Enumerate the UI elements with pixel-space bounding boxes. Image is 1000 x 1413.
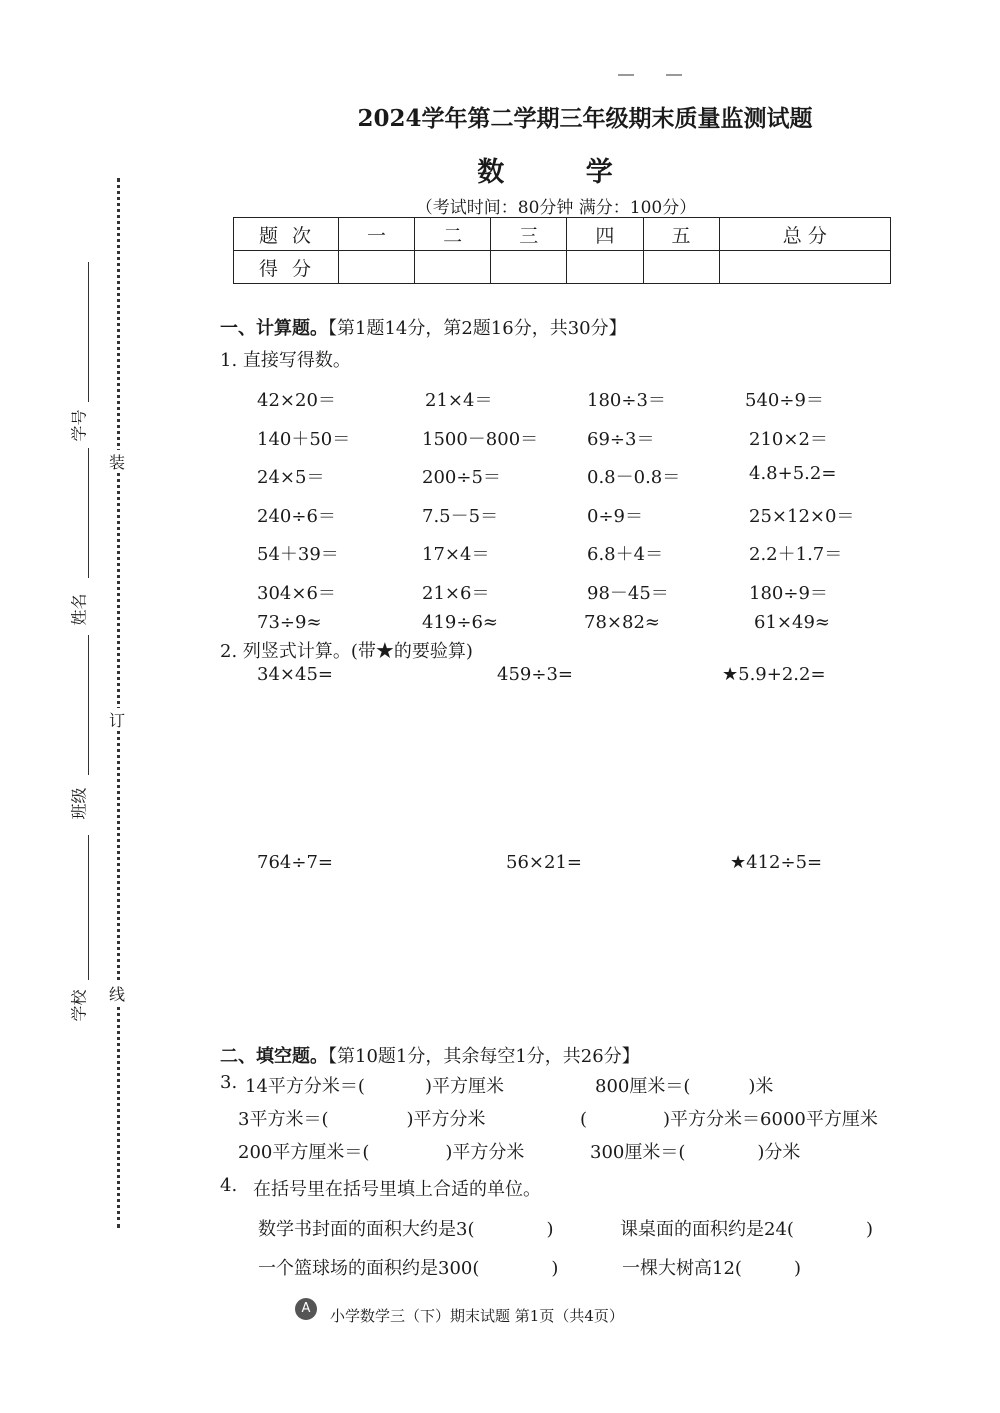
binding-dotted-line bbox=[117, 178, 120, 1228]
q1-item: 4.8+5.2= bbox=[749, 463, 837, 484]
bind-char-xian: 线 bbox=[107, 982, 127, 1005]
q1-item: 240÷6＝ bbox=[257, 506, 336, 527]
id-underline bbox=[88, 262, 89, 402]
q1-item: 180÷9＝ bbox=[749, 583, 828, 604]
q1-item: 210×2＝ bbox=[749, 429, 828, 450]
q4-line-3 bbox=[258, 1254, 558, 1280]
score-cell[interactable] bbox=[339, 251, 415, 284]
q1-item: 2.2＋1.7＝ bbox=[749, 544, 843, 565]
q1-item: 17×4＝ bbox=[422, 544, 490, 565]
publisher-logo-icon: A bbox=[295, 1298, 317, 1320]
q4-line-2 bbox=[620, 1215, 873, 1241]
col-5: 五 bbox=[643, 218, 719, 251]
q1-item: 42×20＝ bbox=[257, 390, 336, 411]
q1-item: 0.8－0.8＝ bbox=[587, 467, 681, 488]
q4-text: ) bbox=[865, 1219, 873, 1240]
q3-text: 300厘米＝( bbox=[590, 1142, 686, 1163]
q2-item: ★412÷5= bbox=[730, 852, 823, 873]
section2-heading: 二、填空题。 bbox=[220, 1046, 328, 1067]
score-cell[interactable] bbox=[719, 251, 890, 284]
q3-text: 14平方分米＝( bbox=[245, 1076, 365, 1097]
q3-label: 3. bbox=[220, 1072, 238, 1093]
q1-item: 140＋50＝ bbox=[257, 429, 351, 450]
section1-heading: 一、计算题。 bbox=[220, 318, 328, 339]
q2-item: 34×45= bbox=[257, 664, 333, 685]
q1-item: 7.5－5＝ bbox=[422, 506, 499, 527]
row-head-score: 得分 bbox=[234, 251, 339, 284]
score-table bbox=[233, 217, 891, 284]
q4-text: 一个篮球场的面积约是300( bbox=[258, 1258, 480, 1279]
q4-label: 4. bbox=[220, 1175, 238, 1196]
q1-item: 6.8＋4＝ bbox=[587, 544, 664, 565]
q3-text: ( bbox=[580, 1109, 588, 1130]
q1-item: 24×5＝ bbox=[257, 467, 325, 488]
q4-line-1 bbox=[258, 1215, 554, 1241]
q4-text: 数学书封面的面积大约是3( bbox=[258, 1219, 475, 1240]
score-cell[interactable] bbox=[491, 251, 567, 284]
q1-item: 540÷9＝ bbox=[745, 390, 824, 411]
q1-item: 25×12×0＝ bbox=[749, 506, 855, 527]
q3-text: )平方分米＝6000平方厘米 bbox=[663, 1109, 878, 1130]
q1-item: 1500－800＝ bbox=[422, 429, 539, 450]
q1-item: 200÷5＝ bbox=[422, 467, 501, 488]
q1-item: 21×6＝ bbox=[422, 583, 490, 604]
q2-item: 56×21= bbox=[506, 852, 582, 873]
q1-label: 1. 直接写得数。 bbox=[220, 350, 351, 371]
q1-item: 419÷6≈ bbox=[422, 612, 498, 633]
q3-line-5 bbox=[238, 1138, 524, 1164]
col-total: 总 分 bbox=[719, 218, 890, 251]
name-underline bbox=[88, 448, 89, 578]
q1-item: 54＋39＝ bbox=[257, 544, 339, 565]
exam-title: 2024学年第二学期三年级期末质量监测试题 bbox=[357, 105, 813, 132]
q4-text: ) bbox=[793, 1258, 801, 1279]
q4-text: ) bbox=[551, 1258, 559, 1279]
score-cell[interactable] bbox=[643, 251, 719, 284]
q4-text: 在括号里在括号里填上合适的单位。 bbox=[253, 1179, 541, 1200]
bind-char-ding: 订 bbox=[107, 708, 127, 731]
label-class: 班级 bbox=[69, 787, 89, 820]
col-4: 四 bbox=[567, 218, 643, 251]
q3-text: 800厘米＝( bbox=[595, 1076, 691, 1097]
q1-item: 304×6＝ bbox=[257, 583, 336, 604]
q1-item: 21×4＝ bbox=[425, 390, 493, 411]
q3-text: )分米 bbox=[757, 1142, 801, 1163]
top-dash-1 bbox=[618, 74, 634, 76]
section1-note: 【第1题14分，第2题16分，共30分】 bbox=[328, 318, 627, 339]
q1-item: 69÷3＝ bbox=[587, 429, 655, 450]
q3-text: )平方厘米 bbox=[424, 1076, 504, 1097]
q3-text: )平方分米 bbox=[406, 1109, 486, 1130]
q3-text: )米 bbox=[748, 1076, 774, 1097]
q3-line-3 bbox=[238, 1105, 486, 1131]
school-underline bbox=[88, 835, 89, 980]
q2-item: 459÷3= bbox=[497, 664, 573, 685]
q3-text: 200平方厘米＝( bbox=[238, 1142, 370, 1163]
q2-item: ★5.9+2.2= bbox=[722, 664, 826, 685]
q4-text: ) bbox=[546, 1219, 554, 1240]
col-3: 三 bbox=[491, 218, 567, 251]
q3-line-2 bbox=[595, 1072, 773, 1098]
section2-note: 【第10题1分，其余每空1分，共26分】 bbox=[328, 1046, 640, 1067]
q4-text: 课桌面的面积约是24( bbox=[620, 1219, 794, 1240]
col-2: 二 bbox=[415, 218, 491, 251]
q1-item: 73÷9≈ bbox=[257, 612, 322, 633]
q2-label: 2. 列竖式计算。(带★的要验算) bbox=[220, 641, 473, 662]
q4-line-4 bbox=[622, 1254, 801, 1280]
score-cell[interactable] bbox=[415, 251, 491, 284]
row-head-title: 题次 bbox=[234, 218, 339, 251]
label-school: 学校 bbox=[69, 989, 89, 1022]
section1-header bbox=[220, 314, 627, 340]
q3-text: 3平方米＝( bbox=[238, 1109, 329, 1130]
subject-title: 数 学 bbox=[477, 157, 649, 188]
q1-item: 98－45＝ bbox=[587, 583, 669, 604]
q1-item: 180÷3＝ bbox=[587, 390, 666, 411]
top-dash-2 bbox=[666, 74, 682, 76]
col-1: 一 bbox=[339, 218, 415, 251]
q3-line-4 bbox=[580, 1105, 878, 1131]
q4-text: 一棵大树高12( bbox=[622, 1258, 742, 1279]
page-footer: 小学数学三（下）期末试题 第1页（共4页） bbox=[330, 1307, 624, 1325]
bind-char-zhuang: 装 bbox=[107, 450, 127, 473]
q1-item: 0÷9＝ bbox=[587, 506, 643, 527]
exam-meta: （考试时间：80分钟 满分：100分） bbox=[415, 198, 697, 218]
label-name: 姓名 bbox=[69, 593, 89, 626]
class-underline bbox=[88, 635, 89, 775]
q1-item: 61×49≈ bbox=[754, 612, 830, 633]
q2-item: 764÷7= bbox=[257, 852, 333, 873]
q1-item: 78×82≈ bbox=[584, 612, 660, 633]
q3-line-1 bbox=[245, 1072, 504, 1098]
q3-line-6 bbox=[590, 1138, 800, 1164]
label-student-id: 学号 bbox=[69, 409, 89, 442]
section2-header bbox=[220, 1042, 640, 1068]
score-cell[interactable] bbox=[567, 251, 643, 284]
q3-text: )平方分米 bbox=[445, 1142, 525, 1163]
